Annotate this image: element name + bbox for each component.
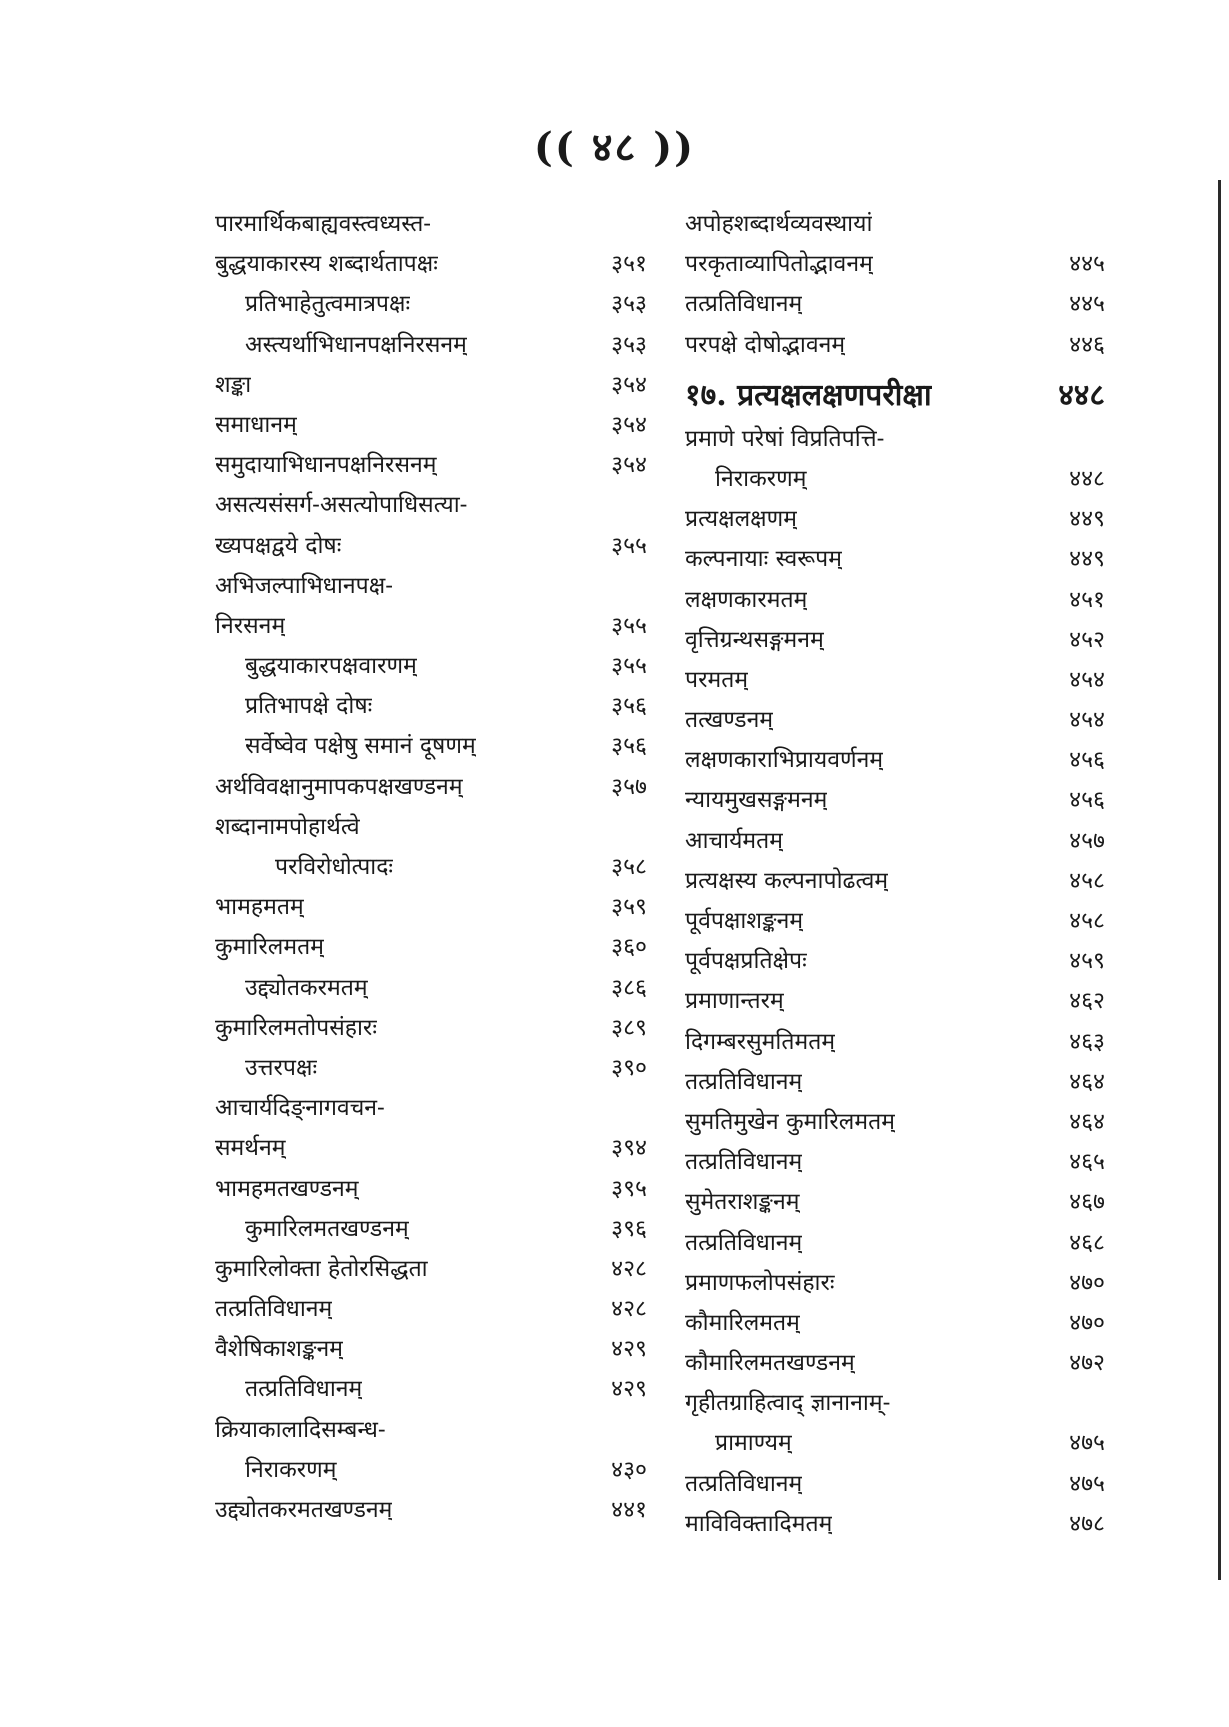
toc-entry-title: तत्खण्डनम् — [685, 707, 774, 734]
toc-entry — [215, 849, 647, 889]
toc-entry-title: लक्षणकारमतम् — [685, 586, 808, 613]
toc-entry — [685, 582, 1105, 622]
toc-entry — [215, 447, 647, 487]
toc-entry — [685, 461, 1105, 501]
toc-entry-title: उद्द्योतकरमतम् — [245, 974, 368, 1001]
toc-entry-page: ३५६ — [611, 733, 647, 760]
toc-entry-title: निराकरणम् — [245, 1456, 337, 1483]
toc-entry — [215, 246, 647, 286]
toc-entry-page: ४४९ — [1069, 546, 1105, 573]
toc-entry-title: बुद्धयाकारपक्षवारणम् — [245, 653, 417, 680]
toc-entry-title: अभिजल्पाभिधानपक्ष- — [215, 572, 393, 599]
toc-entry-title: तत्प्रतिविधानम् — [685, 1149, 803, 1176]
toc-entry — [215, 769, 647, 809]
toc-entry-title: प्रतिभापक्षे दोषः — [245, 693, 373, 720]
toc-entry — [215, 970, 647, 1010]
toc-entry — [215, 1251, 647, 1291]
toc-entry — [685, 501, 1105, 541]
toc-entry-title: पूर्वपक्षप्रतिक्षेपः — [685, 948, 807, 975]
toc-entry-page: ४५१ — [1069, 586, 1105, 613]
toc-entry — [685, 983, 1105, 1023]
toc-entry — [685, 421, 1105, 461]
toc-entry — [685, 1064, 1105, 1104]
toc-entry — [215, 648, 647, 688]
toc-entry-page: ४६२ — [1069, 988, 1105, 1015]
toc-entry-page: ४४६ — [1069, 331, 1105, 358]
toc-entry-page: ४७५ — [1069, 1430, 1105, 1457]
toc-entry-page: ३५४ — [611, 452, 647, 479]
toc-entry — [215, 367, 647, 407]
toc-entry-title: तत्प्रतिविधानम् — [215, 1296, 333, 1323]
toc-entry-title: परविरोधोत्पादः — [275, 854, 394, 880]
toc-entry-page: ४३० — [611, 1456, 647, 1483]
toc-entry-title: वृत्तिग्रन्थसङ्गमनम् — [685, 626, 824, 653]
toc-entry-title: उद्द्योतकरमतखण्डनम् — [215, 1497, 393, 1523]
toc-entry-title: शङ्का — [215, 371, 252, 398]
toc-entry-page: ३९६ — [611, 1215, 647, 1242]
toc-entry-title: तत्प्रतिविधानम् — [685, 1229, 803, 1256]
toc-entry-page: ४४९ — [1069, 506, 1105, 533]
toc-entry-page: ४५८ — [1069, 908, 1105, 934]
toc-entry-title: ख्यपक्षद्वये दोषः — [215, 532, 342, 559]
toc-entry — [215, 327, 647, 367]
toc-entry-title: सर्वेष्वेव पक्षेषु समानं दूषणम् — [245, 733, 476, 760]
toc-entry — [685, 1104, 1105, 1144]
toc-entry-title: भामहमतम् — [215, 894, 304, 921]
toc-entry — [685, 327, 1105, 367]
toc-entry — [215, 1492, 647, 1532]
toc-entry-page: ३५५ — [611, 612, 647, 639]
toc-entry — [685, 742, 1105, 782]
toc-entry — [685, 863, 1105, 903]
toc-entry — [685, 1345, 1105, 1385]
toc-entry-title: तत्प्रतिविधानम् — [685, 1068, 803, 1095]
toc-entry-title: कौमारिलमतखण्डनम् — [685, 1350, 855, 1377]
toc-entry-page: ४६८ — [1069, 1229, 1105, 1256]
toc-entry — [685, 622, 1105, 662]
toc-entry — [685, 1265, 1105, 1305]
toc-entry-title: प्रामाण्यम् — [715, 1430, 792, 1457]
toc-entry — [685, 943, 1105, 983]
toc-entry — [215, 608, 647, 648]
toc-entry-page: ३६० — [611, 934, 647, 961]
toc-entry-title: दिगम्बरसुमतिमतम् — [685, 1028, 836, 1055]
toc-entry-page: ४४५ — [1069, 291, 1105, 318]
toc-entry-page: ४५८ — [1069, 867, 1105, 894]
toc-entry-page: ३९० — [611, 1054, 647, 1081]
toc-entry-title: शब्दानामपोहार्थत्वे — [215, 813, 360, 840]
toc-entry-title: सुमतिमुखेन कुमारिलमतम् — [685, 1108, 895, 1135]
toc-entry-title: प्रमाणे परेषां विप्रतिपत्ति- — [685, 425, 885, 452]
toc-entry-page: ३५३ — [611, 331, 647, 358]
toc-entry — [685, 286, 1105, 326]
toc-entry — [685, 1225, 1105, 1265]
toc-entry-title: समर्थनम् — [215, 1135, 286, 1162]
toc-entry — [215, 528, 647, 568]
toc-entry-page: ४२९ — [611, 1376, 647, 1403]
toc-entry-title: कुमारिलमतम् — [215, 934, 324, 961]
toc-entry-page: ४४८ — [1058, 378, 1105, 414]
toc-entry-page: ४५२ — [1069, 626, 1105, 653]
toc-entry-title: परपक्षे दोषोद्भावनम् — [685, 331, 846, 358]
toc-entry-title: १७. प्रत्यक्षलक्षणपरीक्षा — [685, 378, 932, 414]
toc-entry — [685, 1425, 1105, 1465]
toc-entry — [215, 1010, 647, 1050]
toc-entry-page: ४२८ — [611, 1296, 647, 1323]
toc-entry-title: आचार्यमतम् — [685, 827, 784, 854]
toc-entry-title: कुमारिलमतखण्डनम् — [245, 1215, 409, 1242]
toc-entry — [215, 1171, 647, 1211]
toc-entry-page: ३५७ — [611, 773, 647, 800]
toc-entry-title: गृहीतग्राहित्वाद् ज्ञानानाम्- — [685, 1390, 891, 1417]
toc-entry-title: परमतम् — [685, 666, 749, 693]
toc-entry-title: अर्थविवक्षानुमापकपक्षखण्डनम् — [215, 773, 463, 800]
toc-entry-title: परकृताव्यापितोद्भावनम् — [685, 251, 873, 278]
toc-entry — [215, 1452, 647, 1492]
toc-entry-title: वैशेषिकाशङ्कनम् — [215, 1336, 344, 1363]
toc-entry — [215, 809, 647, 849]
toc-entry-title: भामहमतखण्डनम् — [215, 1175, 359, 1202]
toc-entry-title: समाधानम् — [215, 411, 297, 438]
toc-entry-page: ४६७ — [1069, 1189, 1105, 1216]
toc-entry-title: कुमारिलमतोपसंहारः — [215, 1014, 377, 1041]
toc-entry-title: तत्प्रतिविधानम् — [685, 291, 803, 318]
toc-entry-title: लक्षणकाराभिप्रायवर्णनम् — [685, 747, 884, 774]
toc-left-column — [215, 206, 647, 1532]
toc-entry — [215, 889, 647, 929]
toc-entry-page: ४७८ — [1069, 1510, 1105, 1537]
toc-entry-page: ४४१ — [611, 1497, 647, 1523]
toc-entry-title: न्यायमुखसङ्गमनम् — [685, 787, 828, 814]
toc-entry — [685, 1385, 1105, 1425]
toc-entry — [215, 1291, 647, 1331]
toc-entry — [685, 702, 1105, 742]
toc-entry — [685, 903, 1105, 943]
toc-entry-title: कल्पनायाः स्वरूपम् — [685, 546, 842, 573]
toc-entry — [215, 1050, 647, 1090]
toc-entry — [685, 541, 1105, 581]
toc-entry-title: प्रतिभाहेतुत्वमात्रपक्षः — [245, 291, 411, 318]
toc-entry-title: प्रत्यक्षस्य कल्पनापोढत्वम् — [685, 867, 889, 894]
toc-entry — [685, 206, 1105, 246]
toc-entry-page: ३८६ — [611, 974, 647, 1001]
toc-entry-page: ३५१ — [611, 251, 647, 278]
toc-entry — [215, 1211, 647, 1251]
toc-entry-title: प्रमाणफलोपसंहारः — [685, 1269, 835, 1296]
toc-entry-title: माविविक्तादिमतम् — [685, 1510, 833, 1537]
toc-entry-page: ४५७ — [1069, 827, 1105, 854]
toc-entry-page: ४२८ — [611, 1255, 647, 1282]
toc-entry — [215, 286, 647, 326]
toc-entry-page: ३५४ — [611, 411, 647, 438]
toc-entry-title: आचार्यदिङ्नागवचन- — [215, 1095, 385, 1122]
toc-entry-title: तत्प्रतिविधानम् — [685, 1470, 803, 1497]
toc-entry-title: तत्प्रतिविधानम् — [245, 1376, 363, 1403]
toc-entry — [685, 662, 1105, 702]
toc-entry-page: ३५३ — [611, 291, 647, 318]
toc-entry-title: प्रत्यक्षलक्षणम् — [685, 506, 798, 533]
toc-entry-page: ४५४ — [1069, 666, 1105, 693]
toc-entry — [215, 407, 647, 447]
page-number: (( ४८ )) — [533, 124, 696, 171]
toc-entry-title: अपोहशब्दार्थव्यवस्थायां — [685, 211, 873, 237]
toc-entry — [215, 688, 647, 728]
toc-entry-page: ३५५ — [611, 532, 647, 559]
toc-entry — [685, 1506, 1105, 1546]
toc-entry — [215, 568, 647, 608]
toc-entry-title: प्रमाणान्तरम् — [685, 988, 784, 1015]
toc-entry-page: ३५५ — [611, 653, 647, 680]
toc-entry-page: ४७० — [1069, 1269, 1105, 1296]
toc-entry-page: ३९५ — [611, 1175, 647, 1202]
toc-entry-page: ४२९ — [611, 1336, 647, 1363]
toc-entry-page: ४४८ — [1069, 465, 1105, 492]
toc-entry-page: ४६४ — [1069, 1068, 1105, 1095]
page-edge-line — [1218, 180, 1221, 1580]
toc-entry-title: निरसनम् — [215, 612, 286, 639]
toc-entry-page: ४६५ — [1069, 1149, 1105, 1176]
toc-entry-page: ३५८ — [611, 854, 647, 880]
toc-entry-page: ४५९ — [1069, 948, 1105, 975]
toc-entry-page: ४७२ — [1069, 1350, 1105, 1377]
toc-chapter-heading — [685, 367, 1105, 421]
toc-entry — [215, 206, 647, 246]
toc-entry-title: बुद्धयाकारस्य शब्दार्थतापक्षः — [215, 251, 438, 278]
toc-entry — [215, 728, 647, 768]
toc-entry-page: ४५४ — [1069, 707, 1105, 734]
toc-entry — [685, 1184, 1105, 1224]
toc-entry — [215, 1331, 647, 1371]
toc-entry-page: ३५४ — [611, 371, 647, 398]
toc-entry-title: पूर्वपक्षाशङ्कनम् — [685, 908, 804, 934]
toc-entry-title: कुमारिलोक्ता हेतोरसिद्धता — [215, 1255, 428, 1282]
toc-entry — [215, 1130, 647, 1170]
toc-entry-page: ३५६ — [611, 693, 647, 720]
toc-entry-page: ४५६ — [1069, 747, 1105, 774]
toc-entry-page: ४७० — [1069, 1309, 1105, 1336]
toc-entry — [685, 1024, 1105, 1064]
toc-entry — [215, 487, 647, 527]
toc-entry — [685, 1144, 1105, 1184]
toc-entry-page: ४६४ — [1069, 1108, 1105, 1135]
toc-right-column — [685, 206, 1105, 1546]
toc-entry — [685, 782, 1105, 822]
toc-entry — [685, 1305, 1105, 1345]
toc-entry-page: ४५६ — [1069, 787, 1105, 814]
toc-entry-title: असत्यसंसर्ग-असत्योपाधिसत्या- — [215, 492, 468, 519]
toc-entry — [215, 1090, 647, 1130]
toc-entry — [685, 823, 1105, 863]
toc-entry-title: कौमारिलमतम् — [685, 1309, 800, 1336]
toc-entry-page: ४६३ — [1069, 1028, 1105, 1055]
toc-entry-title: समुदायाभिधानपक्षनिरसनम् — [215, 452, 437, 479]
toc-entry — [685, 1466, 1105, 1506]
toc-entry-page: ३८९ — [611, 1014, 647, 1041]
toc-entry — [215, 929, 647, 969]
toc-entry-page: ३५९ — [611, 894, 647, 921]
toc-entry-page: ४७५ — [1069, 1470, 1105, 1497]
toc-entry-title: क्रियाकालादिसम्बन्ध- — [215, 1416, 386, 1443]
toc-entry-title: अस्त्यर्थाभिधानपक्षनिरसनम् — [245, 331, 467, 358]
toc-entry — [215, 1371, 647, 1411]
toc-entry-title: पारमार्थिकबाह्यवस्त्वध्यस्त- — [215, 211, 432, 237]
toc-entry-page: ४४५ — [1069, 251, 1105, 278]
toc-entry — [215, 1412, 647, 1452]
toc-entry-page: ३९४ — [611, 1135, 647, 1162]
toc-entry — [685, 246, 1105, 286]
toc-entry-title: निराकरणम् — [715, 465, 807, 492]
toc-entry-title: उत्तरपक्षः — [245, 1054, 318, 1081]
toc-entry-title: सुमेतराशङ्कनम् — [685, 1189, 800, 1216]
